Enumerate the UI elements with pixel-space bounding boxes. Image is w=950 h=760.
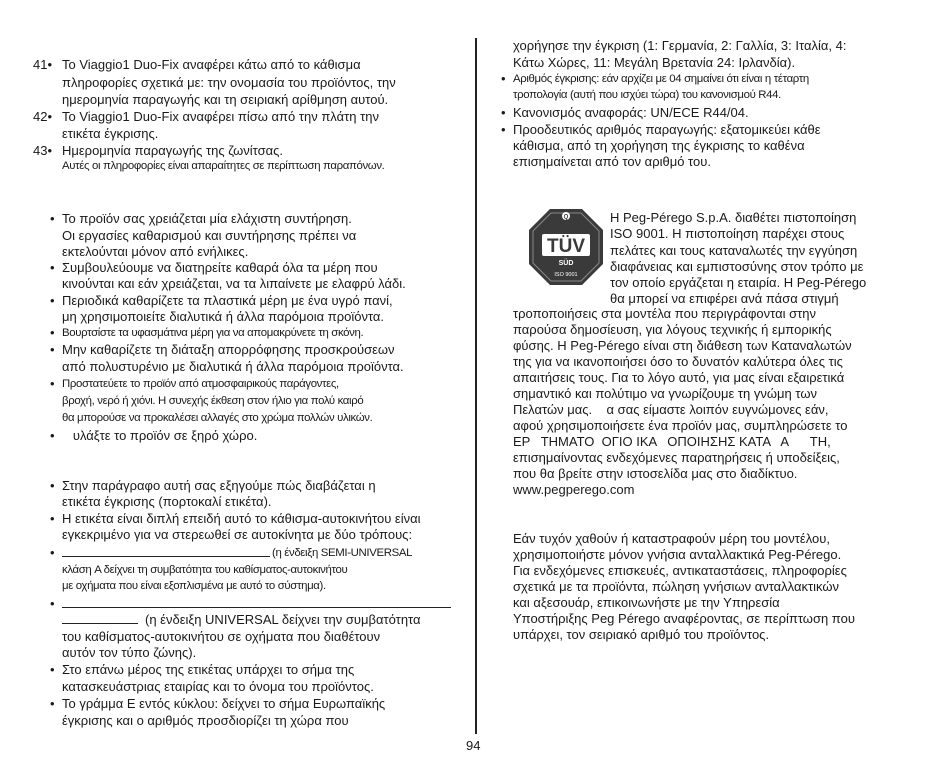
item-number-43: 43• bbox=[33, 143, 53, 158]
progressive-line: επισημαίνεται από τον αριθμό του. bbox=[513, 154, 711, 169]
iso-text-line: επισημαίνοντας ενδεχόμενες παρατηρήσεις ή υποδείξεις, bbox=[513, 450, 840, 465]
maintenance-line: εκτελούνται μόνον από ενήλικες. bbox=[62, 244, 249, 259]
universal-line: του καθίσματος-αυτοκινήτου σε οχήματα που διαθέτουν bbox=[62, 629, 381, 644]
iso-text-line: ISO 9001. Η πιστοποίηση παρέχει στους bbox=[610, 226, 845, 241]
bullet: • bbox=[501, 122, 506, 137]
maintenance-line: Μην καθαρίζετε τη διάταξη απορρόφησης προσκρούσεων bbox=[62, 342, 395, 357]
blank-line bbox=[62, 612, 138, 624]
tuv-sud-iso-badge bbox=[527, 207, 605, 287]
label-line: ετικέτα έγκρισης (πορτοκαλί ετικέτα). bbox=[62, 494, 272, 509]
blank-line bbox=[62, 545, 270, 557]
maintenance-line: θα μπορούσε να προκαλέσει αλλαγές στο χρώμα πολλών υλικών. bbox=[62, 412, 373, 424]
iso-text-line: θα μπορεί να επιφέρει ανά πάσα στιγμή bbox=[610, 291, 839, 306]
badge-iso: ISO 9001 bbox=[554, 272, 578, 278]
semi-universal-line: κλάση A δείχνει τη συμβατότητα του καθίσματος-αυτοκινήτου bbox=[62, 564, 348, 576]
semi-universal-line: με οχήματα που είναι εξοπλισμένα με αυτό το σύστημα). bbox=[62, 580, 326, 592]
bullet: • bbox=[50, 596, 55, 611]
column-divider bbox=[475, 38, 477, 734]
approval-number-line: Αριθμός έγκρισης: εάν αρχίζει με 04 σημαίνει ότι είναι η τέταρτη bbox=[513, 73, 809, 85]
semi-universal-line: (η ένδειξη SEMI-UNIVERSAL bbox=[272, 547, 413, 559]
badge-q: Q bbox=[563, 214, 569, 221]
iso-text-line: ΕΡ ΤΗΜΑΤΟ ΟΓΙΟ ΙΚΑ ΟΠΟΙΗΣΗΣ ΚΑΤΑ Α ΤΗ, bbox=[513, 434, 831, 449]
badge-tuv: TÜV bbox=[547, 236, 585, 257]
maintenance-line: Συμβουλεύουμε να διατηρείτε καθαρά όλα τα μέρη που bbox=[62, 260, 378, 275]
website-link[interactable]: www.pegperego.com bbox=[513, 482, 635, 497]
regulation-line: Κανονισμός αναφοράς: UN/ECE R44/04. bbox=[513, 105, 749, 120]
bullet: • bbox=[50, 545, 55, 560]
iso-text-line: τον οποίο εργάζεται η εταιρία. Η Peg-Pérego bbox=[610, 275, 867, 290]
label-line: Στο επάνω μέρος της ετικέτας υπάρχει το σήμα της bbox=[62, 662, 355, 677]
approval-cont-line: Κάτω Χώρες, 11: Μεγάλη Βρετανία 24: Ιρλανδία). bbox=[513, 55, 796, 70]
complaint-note: Αυτές οι πληροφορίες είναι απαραίτητες σε περίπτωση παραπόνων. bbox=[62, 160, 385, 172]
label-line: Το γράμμα E εντός κύκλου: δείχνει το σήμα Ευρωπαϊκής bbox=[62, 696, 386, 711]
parts-line: χρησιμοποιήστε μόνον γνήσια ανταλλακτικά Peg-Pérego. bbox=[513, 547, 842, 562]
maintenance-line: από πολυστυρένιο με διαλυτικά ή άλλα παρόμοια προϊόντα. bbox=[62, 359, 404, 374]
item-43-line: Ημερομηνία παραγωγής της ζωνίτσας. bbox=[62, 143, 284, 158]
bullet: • bbox=[50, 293, 55, 308]
badge-sud: SÜD bbox=[558, 260, 574, 267]
blank-line bbox=[62, 596, 451, 608]
item-42-line: ετικέτα έγκρισης. bbox=[62, 126, 159, 141]
iso-text-line: πελάτες και τους καταναλωτές την εγγύηση bbox=[610, 243, 858, 258]
maintenance-line: υλάξτε το προϊόν σε ξηρό χώρο. bbox=[62, 428, 258, 443]
label-line: εγκεκριμένο για να στερεωθεί σε αυτοκίνητα με δύο τρόπους: bbox=[62, 527, 413, 542]
iso-text-line: τροποποιήσεις στα μοντέλα που περιγράφονται στην bbox=[513, 306, 817, 321]
iso-text-line: που θα βρείτε στην ιστοσελίδα μας στο διαδίκτυο. bbox=[513, 466, 798, 481]
bullet: • bbox=[501, 71, 506, 86]
bullet: • bbox=[50, 342, 55, 357]
parts-line: Για ενδεχόμενες επισκευές, αντικαταστάσεις, πληροφορίες bbox=[513, 563, 847, 578]
iso-text-line: απαιτήσεις τους. Για το λόγο αυτό, για μας είναι εξαιρετικά bbox=[513, 370, 845, 385]
iso-text-line: Πελατών μας. α σας είμαστε λοιπόν ευγνώμονες εάν, bbox=[513, 402, 829, 417]
universal-line: (η ένδειξη UNIVERSAL δείχνει την συμβατότητα bbox=[145, 612, 421, 627]
maintenance-line: Οι εργασίες καθαρισμού και συντήρησης πρέπει να bbox=[62, 228, 357, 243]
approval-cont-line: χορήγησε την έγκριση (1: Γερμανία, 2: Γαλλία, 3: Ιταλία, 4: bbox=[513, 38, 847, 53]
item-number-41: 41• bbox=[33, 57, 53, 72]
bullet: • bbox=[50, 696, 55, 711]
label-line: Στην παράγραφο αυτή σας εξηγούμε πώς διαβάζεται η bbox=[62, 478, 376, 493]
item-41-line: ημερομηνία παραγωγής και τη σειριακή αρίθμηση αυτού. bbox=[62, 92, 389, 107]
parts-line: Υποστήριξης Peg Pérego αναφέροντας, σε περίπτωση που bbox=[513, 611, 855, 626]
iso-text-line: Η Peg-Pérego S.p.A. διαθέτει πιστοποίηση bbox=[610, 210, 857, 225]
maintenance-line: κινούνται και εάν χρειάζεται, να τα λιπαίνετε με ελαφρύ λάδι. bbox=[62, 276, 406, 291]
bullet: • bbox=[50, 211, 55, 226]
parts-line: και αξεσουάρ, επικοινωνήστε με την Υπηρεσία bbox=[513, 595, 780, 610]
iso-text-line: αφού χρησιμοποιήσετε ένα προϊόν μας, συμπληρώσετε το bbox=[513, 418, 848, 433]
bullet: • bbox=[50, 428, 55, 443]
item-42-line: Το Viaggio1 Duo-Fix αναφέρει πίσω από την πλάτη την bbox=[62, 109, 379, 124]
parts-line: υπάρχει, τον σειριακό αριθμό του προϊόντος. bbox=[513, 627, 770, 642]
page-number: 94 bbox=[466, 738, 481, 753]
maintenance-line: Προστατεύετε το προϊόν από ατμοσφαιρικούς παράγοντες, bbox=[62, 378, 339, 390]
maintenance-line: βροχή, νερό ή χιόνι. Η συνεχής έκθεση στον ήλιο για πολύ καιρό bbox=[62, 395, 364, 407]
maintenance-line: Βουρτσίστε τα υφασμάτινα μέρη για να απομακρύνετε τη σκόνη. bbox=[62, 327, 364, 339]
label-line: κατασκευάστριας εταιρίας και το όνομα του προϊόντος. bbox=[62, 679, 374, 694]
maintenance-line: μη χρησιμοποιείτε διαλυτικά ή άλλα παρόμοια προϊόντα. bbox=[62, 309, 385, 324]
item-41-line: πληροφορίες σχετικά με: την ονομασία του προϊόντος, την bbox=[62, 75, 396, 90]
bullet: • bbox=[50, 511, 55, 526]
label-line: Η ετικέτα είναι διπλή επειδή αυτό το κάθισμα-αυτοκινήτου είναι bbox=[62, 511, 421, 526]
bullet: • bbox=[501, 105, 506, 120]
bullet: • bbox=[50, 478, 55, 493]
label-line: έγκρισης και ο αριθμός προσδιορίζει τη χώρα που bbox=[62, 713, 349, 728]
progressive-line: Προοδευτικός αριθμός παραγωγής: εξατομικεύει κάθε bbox=[513, 122, 821, 137]
universal-line: αυτόν τον τύπο ζώνης). bbox=[62, 645, 197, 660]
iso-text-line: φύσης. Η Peg-Pérego είναι στη διάθεση των Καταναλωτών bbox=[513, 338, 852, 353]
approval-number-line: τροπολογία (αυτή που ισχύει τώρα) του κανονισμού R44. bbox=[513, 89, 781, 101]
item-41-line: Το Viaggio1 Duo-Fix αναφέρει κάτω από το κάθισμα bbox=[62, 57, 361, 72]
item-number-42: 42• bbox=[33, 109, 53, 124]
bullet: • bbox=[50, 376, 55, 391]
progressive-line: κάθισμα, από τη χορήγηση της έγκρισης το καθένα bbox=[513, 138, 805, 153]
maintenance-line: Περιοδικά καθαρίζετε τα πλαστικά μέρη με ένα υγρό πανί, bbox=[62, 293, 393, 308]
bullet: • bbox=[50, 325, 55, 340]
iso-text-line: σημαντικό και πολύτιμο να γνωρίζουμε τη γνώμη των bbox=[513, 386, 817, 401]
iso-text-line: παρούσα δημοσίευση, για λόγους τεχνικής ή εμπορικής bbox=[513, 322, 832, 337]
bullet: • bbox=[50, 260, 55, 275]
parts-line: σχετικά με τα προϊόντα, πώληση γνήσιων ανταλλακτικών bbox=[513, 579, 840, 594]
maintenance-line: Το προϊόν σας χρειάζεται μία ελάχιστη συντήρηση. bbox=[62, 211, 352, 226]
bullet: • bbox=[50, 662, 55, 677]
iso-text-line: της για να ικανοποιήσει όσο το δυνατόν καλύτερα όλες τις bbox=[513, 354, 843, 369]
iso-text-line: διαφάνειας και εμπιστοσύνης στον τρόπο με bbox=[610, 259, 864, 274]
parts-line: Εάν τυχόν χαθούν ή καταστραφούν μέρη του μοντέλου, bbox=[513, 531, 830, 546]
